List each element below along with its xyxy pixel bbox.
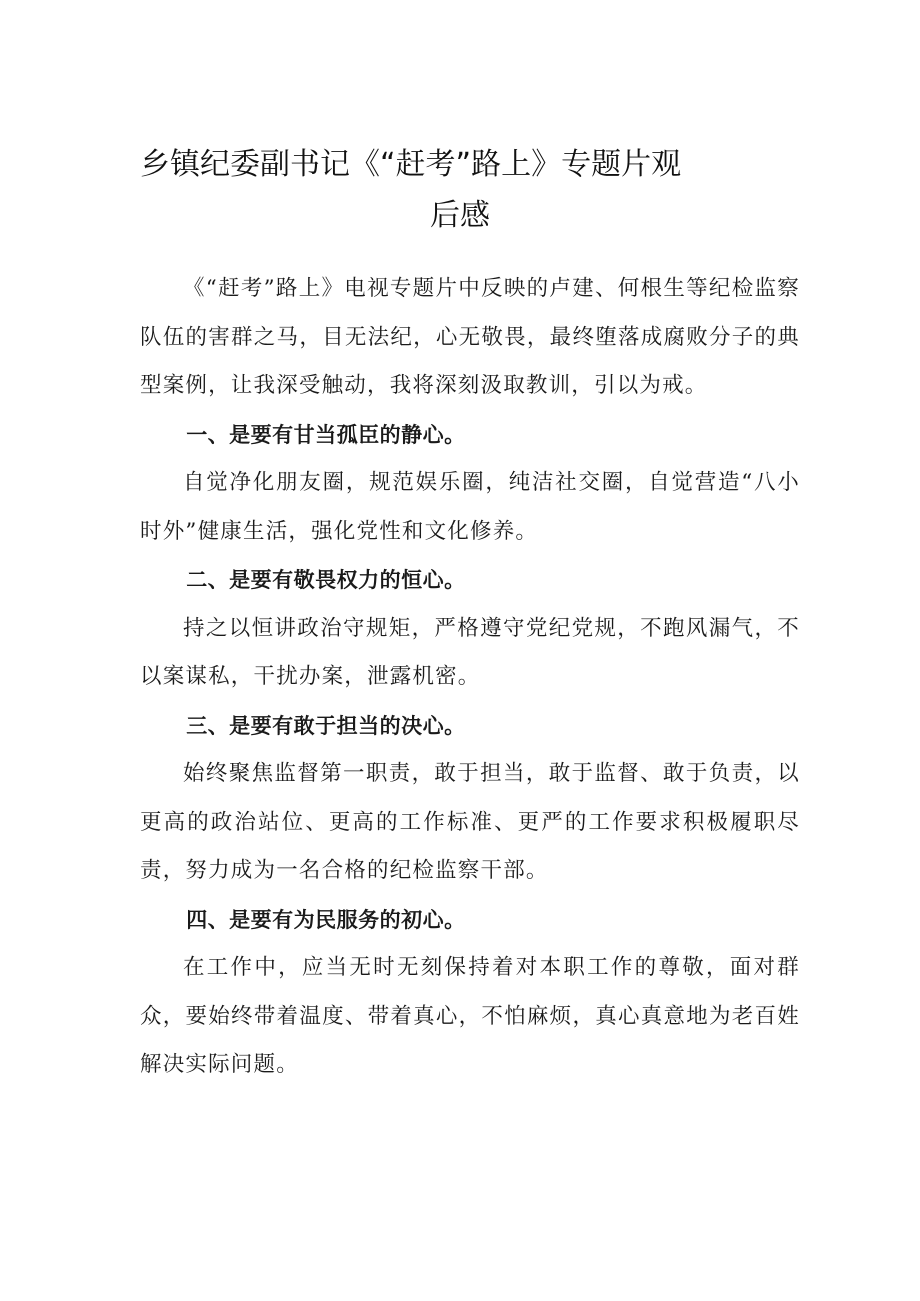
document-title-line-1: 乡镇纪委副书记《“赶考”路上》专题片观 bbox=[140, 147, 682, 182]
section-heading-3: 三、是要有敢于担当的决心。 bbox=[186, 713, 466, 738]
intro-paragraph: 《“赶考”路上》电视专题片中反映的卢建、何根生等纪检监察队伍的害群之马，目无法纪，心无敬畏，最终堕落成腐败分子的典型案例，让我深受触动，我将深刻汲取教训，引以为戒。 bbox=[140, 276, 800, 398]
section-paragraph-2: 持之以恒讲政治守规矩，严格遵守党纪党规，不跑风漏气，不以案谋私，干扰办案，泄露机密。 bbox=[140, 615, 800, 689]
document-body bbox=[140, 265, 800, 1090]
section-heading-2: 二、是要有敬畏权力的恒心。 bbox=[186, 568, 466, 592]
section-paragraph-1: 自觉净化朋友圈，规范娱乐圈，纯洁社交圈，自觉营造“八小时外”健康生活，强化党性和文化修养。 bbox=[140, 470, 800, 544]
document-title-line-2: 后感 bbox=[430, 198, 490, 233]
section-heading-4: 四、是要有为民服务的初心。 bbox=[186, 907, 466, 932]
section-heading-1: 一、是要有甘当孤臣的静心。 bbox=[186, 422, 466, 447]
section-paragraph-4: 在工作中，应当无时无刻保持着对本职工作的尊敬，面对群众，要始终带着温度、带着真心，不怕麻烦，真心真意地为老百姓解决实际问题。 bbox=[140, 955, 800, 1077]
section-paragraph-3: 始终聚焦监督第一职责，敢于担当，敢于监督、敢于负责，以更高的政治站位、更高的工作标准、更严的工作要求积极履职尽责，努力成为一名合格的纪检监察干部。 bbox=[140, 761, 800, 883]
